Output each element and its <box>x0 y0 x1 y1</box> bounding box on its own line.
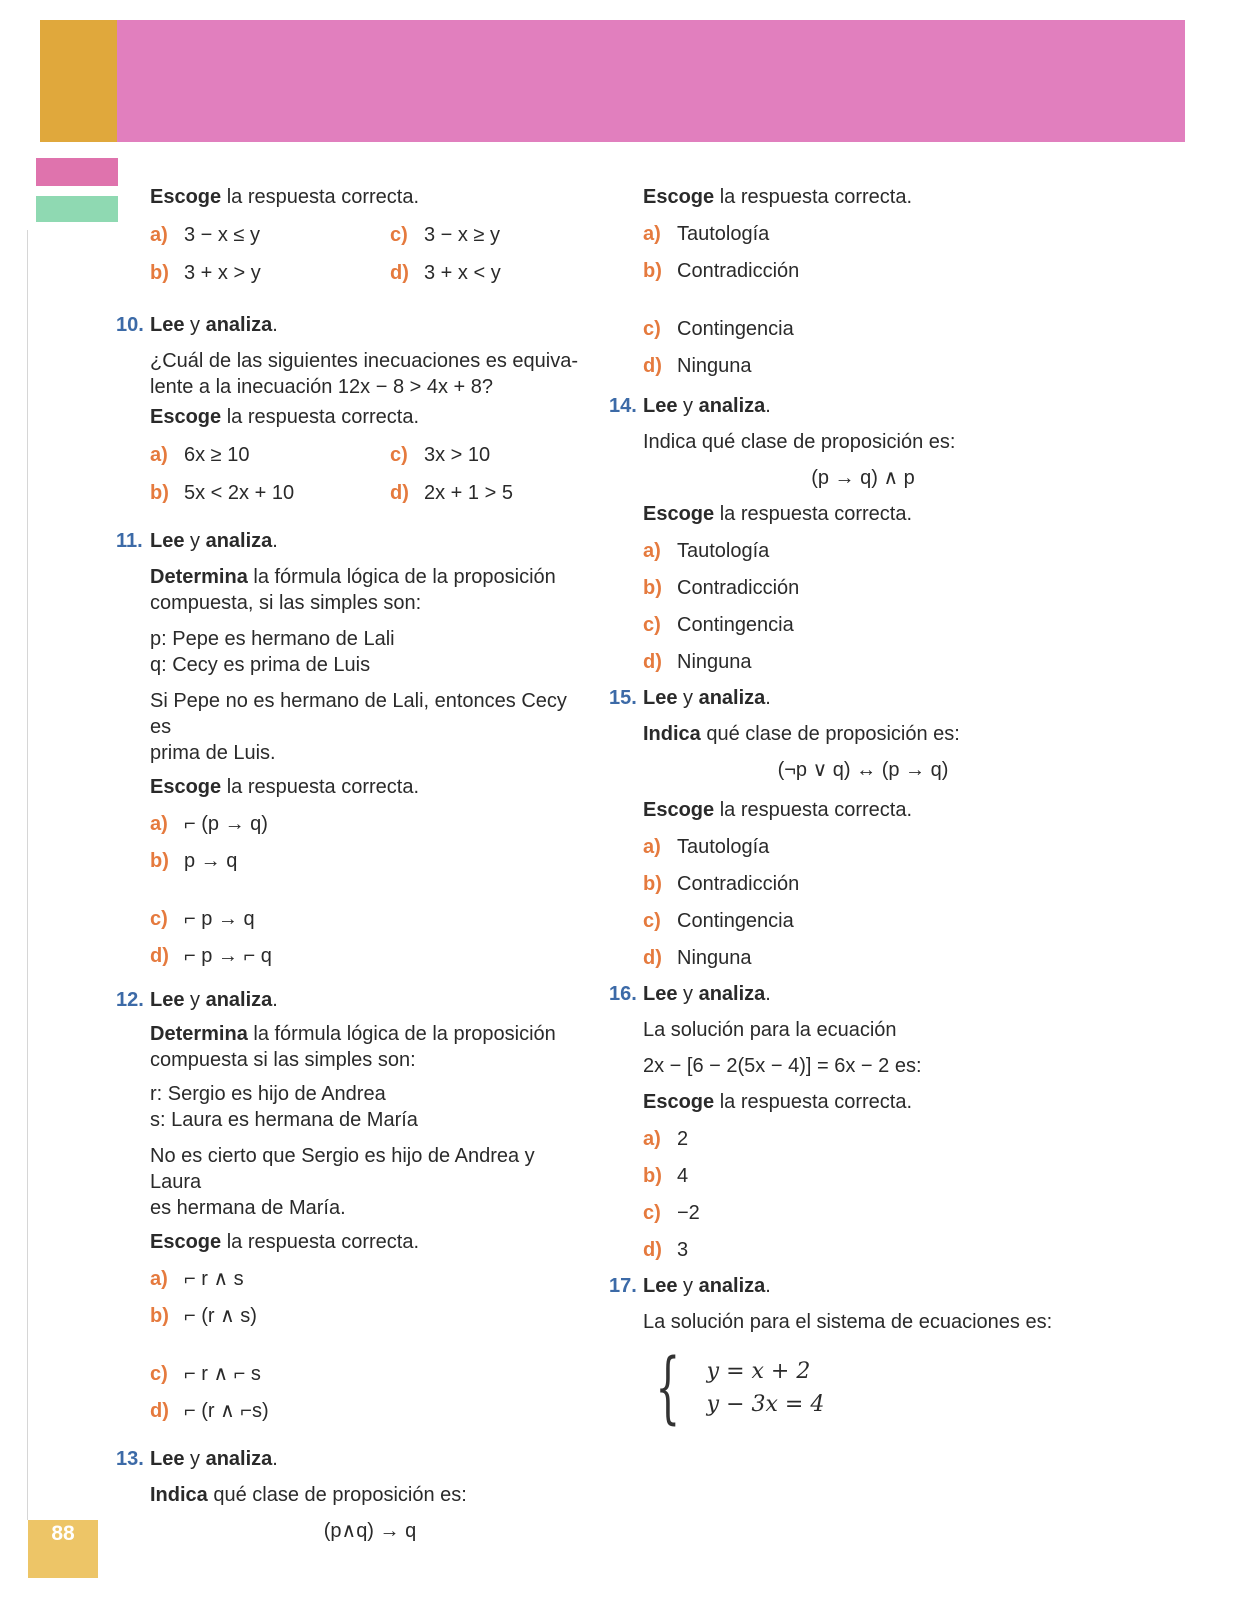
instruction: Escoge la respuesta correcta. <box>643 503 913 525</box>
option-b[interactable]: b) 3 + x > y <box>150 262 261 284</box>
question-text: compuesta, si las simples son: <box>150 592 422 614</box>
header-yellow-block <box>40 20 117 142</box>
option-c[interactable]: c) Contingencia <box>643 318 794 340</box>
option-d[interactable]: d) 3 + x < y <box>390 262 501 284</box>
option-a[interactable]: a) Tautología <box>643 540 770 562</box>
instruction: Escoge la respuesta correcta. <box>643 799 913 821</box>
options-list <box>643 834 1083 971</box>
instruction: Escoge la respuesta correcta. <box>150 186 420 208</box>
option-a[interactable]: a) ⌐ (p → q) <box>150 813 268 835</box>
option-a[interactable]: a) 2 <box>643 1128 689 1150</box>
option-c[interactable]: c) 3 − x ≥ y <box>390 224 501 246</box>
option-c[interactable]: c) ⌐ r ∧ ⌐ s <box>150 1363 261 1385</box>
question-text: Indica qué clase de proposición es: <box>643 431 956 453</box>
header-pink-banner <box>117 20 1185 142</box>
question-13-heading: 13. Lee y analiza. <box>116 1448 278 1470</box>
question-text: ¿Cuál de las siguientes inecuaciones es equiva- <box>150 350 579 372</box>
instruction: Escoge la respuesta correcta. <box>150 1231 420 1253</box>
instruction: Escoge la respuesta correcta. <box>643 1091 913 1113</box>
premise-p: p: Pepe es hermano de Lali <box>150 628 395 650</box>
option-c[interactable]: c) Contingencia <box>643 910 794 932</box>
green-side-tab <box>36 196 118 222</box>
option-b[interactable]: b) Contradicción <box>643 260 800 282</box>
question-text: es hermana de María. <box>150 1197 346 1219</box>
equation-1: y = x + 2 <box>706 1359 811 1384</box>
options-list <box>150 811 590 969</box>
option-b[interactable]: b) 4 <box>643 1165 689 1187</box>
instruction: Escoge la respuesta correcta. <box>643 186 913 208</box>
question-16-heading: 16. Lee y analiza. <box>609 983 771 1005</box>
question-text: compuesta si las simples son: <box>150 1049 416 1071</box>
instruction: Escoge la respuesta correcta. <box>150 776 420 798</box>
options-list <box>150 1266 590 1424</box>
option-b[interactable]: b) p → q <box>150 850 238 872</box>
formula: (p∧q) → q <box>323 1520 417 1542</box>
question-14-heading: 14. Lee y analiza. <box>609 395 771 417</box>
question-text: Si Pepe no es hermano de Lali, entonces Cecy es <box>150 690 567 738</box>
question-text: Determina la fórmula lógica de la proposición <box>150 566 556 588</box>
option-c[interactable]: c) ⌐ p → q <box>150 908 255 930</box>
option-d[interactable]: d) ⌐ p → ⌐ q <box>150 945 272 967</box>
formula: (¬p ∨ q) ↔ (p → q) <box>777 759 949 781</box>
option-b[interactable]: b) ⌐ (r ∧ s) <box>150 1305 257 1327</box>
question-text: La solución para la ecuación <box>643 1019 897 1041</box>
instruction: Escoge la respuesta correcta. <box>150 406 420 428</box>
option-d[interactable]: d) 3 <box>643 1239 689 1261</box>
question-15-heading: 15. Lee y analiza. <box>609 687 771 709</box>
equation-2: y − 3x = 4 <box>706 1392 825 1417</box>
right-column <box>609 184 1083 1433</box>
options-grid <box>150 222 590 286</box>
question-text: Determina la fórmula lógica de la proposición <box>150 1023 556 1045</box>
option-a[interactable]: a) 3 − x ≤ y <box>150 224 261 246</box>
option-d[interactable]: d) ⌐ (r ∧ ⌐s) <box>150 1400 269 1422</box>
option-a[interactable]: a) Tautología <box>643 836 770 858</box>
option-c[interactable]: c) Contingencia <box>643 614 794 636</box>
margin-line <box>27 230 28 1520</box>
option-a[interactable]: a) Tautología <box>643 223 770 245</box>
left-brace: { <box>655 1343 681 1433</box>
question-17-heading: 17. Lee y analiza. <box>609 1275 771 1297</box>
formula: (p → q) ∧ p <box>811 467 915 489</box>
page-number: 88 <box>51 1522 75 1545</box>
question-text: Indica qué clase de proposición es: <box>150 1484 467 1506</box>
question-12-heading: 12. Lee y analiza. <box>116 989 278 1011</box>
equation-system <box>643 1343 1083 1433</box>
question-10-heading: 10. Lee y analiza. <box>116 314 278 336</box>
premise-q: q: Cecy es prima de Luis <box>150 654 371 676</box>
question-text: prima de Luis. <box>150 742 276 764</box>
options-list <box>643 1126 1083 1263</box>
option-d[interactable]: d) Ninguna <box>643 355 752 377</box>
option-b[interactable]: b) 5x < 2x + 10 <box>150 482 295 504</box>
option-d[interactable]: d) Ninguna <box>643 651 752 673</box>
option-a[interactable]: a) 6x ≥ 10 <box>150 444 250 466</box>
option-b[interactable]: b) Contradicción <box>643 873 800 895</box>
option-a[interactable]: a) ⌐ r ∧ s <box>150 1268 244 1290</box>
equation: 2x − [6 − 2(5x − 4)] = 6x − 2 es: <box>643 1055 922 1077</box>
question-text: lente a la inecuación 12x − 8 > 4x + 8? <box>150 376 494 398</box>
pink-side-tab <box>36 158 118 186</box>
options-grid <box>150 442 590 506</box>
question-text: La solución para el sistema de ecuaciones es: <box>643 1311 1053 1333</box>
option-d[interactable]: d) 2x + 1 > 5 <box>390 482 513 504</box>
question-text: No es cierto que Sergio es hijo de Andrea y Laura <box>150 1145 535 1193</box>
option-d[interactable]: d) Ninguna <box>643 947 752 969</box>
premise-r: r: Sergio es hijo de Andrea <box>150 1083 386 1105</box>
premise-s: s: Laura es hermana de María <box>150 1109 418 1131</box>
option-c[interactable]: c) 3x > 10 <box>390 444 491 466</box>
question-11-heading: 11. Lee y analiza. <box>116 530 278 552</box>
option-b[interactable]: b) Contradicción <box>643 577 800 599</box>
options-list <box>643 538 1083 675</box>
options-list <box>643 221 1083 379</box>
option-c[interactable]: c) −2 <box>643 1202 700 1224</box>
left-column <box>116 184 590 1544</box>
question-text: Indica qué clase de proposición es: <box>643 723 960 745</box>
